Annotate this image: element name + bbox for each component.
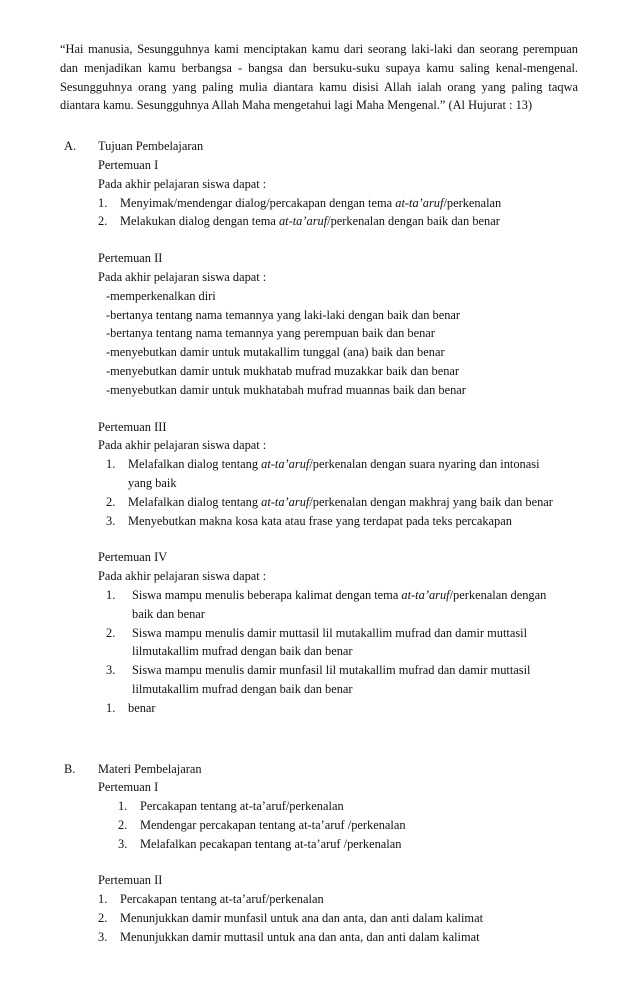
section-b bbox=[60, 760, 578, 947]
a-p4-title: Pertemuan IV bbox=[98, 550, 168, 565]
section-a-heading bbox=[64, 137, 578, 156]
a-p2-intro: Pada akhir pelajaran siswa dapat : bbox=[98, 269, 267, 284]
section-b-letter: B. bbox=[64, 761, 76, 776]
list-item: -memperkenalkan diri bbox=[106, 288, 216, 303]
section-a bbox=[60, 137, 578, 717]
list-text bbox=[132, 586, 578, 624]
list-text bbox=[128, 455, 578, 493]
list-text: Menunjukkan damir muttasil untuk ana dan anta, dan anti dalam kalimat bbox=[120, 929, 480, 944]
list-item bbox=[106, 661, 578, 699]
list-text: Menyebutkan makna kosa kata atau frase yang terdapat pada teks percakapan bbox=[128, 513, 512, 528]
list-text-pre: Siswa mampu menulis beberapa kalimat dengan tema bbox=[132, 587, 402, 602]
list-text-em: at-ta’aruf bbox=[395, 195, 444, 210]
list-text bbox=[132, 624, 578, 662]
list-item bbox=[106, 699, 578, 718]
b-p2-title: Pertemuan II bbox=[98, 873, 163, 888]
list-text-em: at-ta’aruf bbox=[261, 457, 310, 472]
list-number: 2. bbox=[106, 494, 116, 509]
list-item bbox=[106, 512, 578, 531]
section-b-heading bbox=[64, 760, 578, 779]
list-item bbox=[98, 194, 578, 213]
list-item: -menyebutkan damir untuk mutakallim tunggal (ana) baik dan benar bbox=[106, 345, 445, 360]
list-item bbox=[118, 835, 578, 854]
list-item: -menyebutkan damir untuk mukhatab mufrad muzakkar baik dan benar bbox=[106, 363, 460, 378]
list-text-post: /perkenalan dengan baik dan benar bbox=[327, 214, 500, 229]
a-pertemuan-1 bbox=[98, 156, 578, 231]
list-number: 1. bbox=[118, 799, 128, 814]
list-item: -menyebutkan damir untuk mukhatabah mufrad muannas baik dan benar bbox=[106, 382, 466, 397]
list-text-pre: Melafalkan dialog tentang bbox=[128, 457, 262, 472]
a-p3-intro: Pada akhir pelajaran siswa dapat : bbox=[98, 438, 267, 453]
list-number: 1. bbox=[106, 700, 116, 715]
list-number: 2. bbox=[106, 625, 116, 640]
b-p1-title: Pertemuan I bbox=[98, 780, 159, 795]
list-item bbox=[98, 909, 578, 928]
a-p4-intro: Pada akhir pelajaran siswa dapat : bbox=[98, 569, 267, 584]
list-number: 2. bbox=[98, 214, 108, 229]
section-a-title: Tujuan Pembelajaran bbox=[98, 139, 204, 154]
intro-quote: “Hai manusia, Sesungguhnya kami menciptakan kamu dari seorang laki-laki dan seorang perempuan dan menjadikan kamu berbangsa - bangsa dan bersuku-suku supaya kamu saling kenal-mengenal. Sesungguhnya orang yang paling mulia diantara kamu disisi Allah ialah orang yang paling taqwa diantara kamu. Sesungguhnya Allah Maha mengetahui lagi Maha Mengenal.” (Al Hujurat : 13) bbox=[60, 42, 578, 113]
list-text-post: /perkenalan dengan bbox=[449, 587, 547, 602]
list-item bbox=[98, 928, 578, 947]
list-number: 3. bbox=[106, 513, 116, 528]
list-number: 1. bbox=[106, 457, 116, 472]
list-text-post: /perkenalan dengan makhraj yang baik dan benar bbox=[309, 494, 553, 509]
list-text-pre: Melakukan dialog dengan tema bbox=[120, 214, 279, 229]
list-text bbox=[128, 493, 578, 512]
list-item: -bertanya tentang nama temannya yang perempuan baik dan benar bbox=[106, 326, 435, 341]
list-text-continued: yang baik bbox=[128, 475, 177, 490]
list-text-post: /perkenalan bbox=[443, 195, 502, 210]
list-number: 2. bbox=[98, 911, 108, 926]
list-item bbox=[106, 586, 578, 624]
list-text-continued: lilmutakallim mufrad dengan baik dan benar bbox=[132, 681, 353, 696]
list-number: 1. bbox=[106, 587, 116, 602]
list-text: Mendengar percakapan tentang at-ta’aruf /perkenalan bbox=[140, 817, 406, 832]
a-pertemuan-3 bbox=[98, 418, 578, 531]
a-p1-title: Pertemuan I bbox=[98, 157, 159, 172]
list-number: 3. bbox=[106, 663, 116, 678]
list-text-pre: Siswa mampu menulis damir muttasil lil mutakallim mufrad dan damir muttasil bbox=[132, 625, 528, 640]
list-item bbox=[98, 890, 578, 909]
list-number: 3. bbox=[118, 836, 128, 851]
list-item: -bertanya tentang nama temannya yang laki-laki dengan baik dan benar bbox=[106, 307, 461, 322]
list-text-em: at-ta’aruf bbox=[278, 214, 328, 229]
b-pertemuan-1 bbox=[98, 778, 578, 853]
list-item bbox=[118, 797, 578, 816]
a-pertemuan-2 bbox=[98, 249, 578, 399]
list-item bbox=[106, 624, 578, 662]
list-text-pre: Siswa mampu menulis damir munfasil lil mutakallim mufrad dan damir muttasil bbox=[132, 663, 531, 678]
list-text bbox=[132, 661, 578, 699]
a-p2-title: Pertemuan II bbox=[98, 251, 163, 266]
list-text: Percakapan tentang at-ta’aruf/perkenalan bbox=[120, 892, 324, 907]
list-item bbox=[106, 455, 578, 493]
a-p1-intro: Pada akhir pelajaran siswa dapat : bbox=[98, 176, 267, 191]
a-pertemuan-4 bbox=[98, 548, 578, 717]
list-text: Percakapan tentang at-ta’aruf/perkenalan bbox=[140, 799, 344, 814]
list-text-pre: Menyimak/mendengar dialog/percakapan dengan tema bbox=[120, 195, 396, 210]
section-gap bbox=[60, 718, 578, 760]
list-text-continued: lilmutakallim mufrad dengan baik dan benar bbox=[132, 644, 353, 659]
list-text bbox=[120, 212, 578, 231]
list-number: 1. bbox=[98, 195, 108, 210]
list-item bbox=[106, 493, 578, 512]
list-text: benar bbox=[128, 700, 156, 715]
list-number: 1. bbox=[98, 892, 108, 907]
list-number: 2. bbox=[118, 817, 128, 832]
list-item bbox=[98, 212, 578, 231]
list-text: Menunjukkan damir munfasil untuk ana dan anta, dan anti dalam kalimat bbox=[120, 911, 484, 926]
list-text: Melafalkan pecakapan tentang at-ta’aruf /perkenalan bbox=[140, 836, 402, 851]
list-text-em: at-ta’aruf bbox=[401, 587, 450, 602]
list-text-post: /perkenalan dengan suara nyaring dan intonasi bbox=[309, 457, 540, 472]
list-text bbox=[120, 194, 578, 213]
list-item bbox=[118, 816, 578, 835]
list-text-continued: baik dan benar bbox=[132, 606, 205, 621]
a-p3-title: Pertemuan III bbox=[98, 419, 167, 434]
b-pertemuan-2 bbox=[98, 871, 578, 946]
section-b-title: Materi Pembelajaran bbox=[98, 761, 202, 776]
list-text-em: at-ta’aruf bbox=[261, 494, 310, 509]
section-a-letter: A. bbox=[64, 139, 77, 154]
list-text-pre: Melafalkan dialog tentang bbox=[128, 494, 262, 509]
list-number: 3. bbox=[98, 929, 108, 944]
